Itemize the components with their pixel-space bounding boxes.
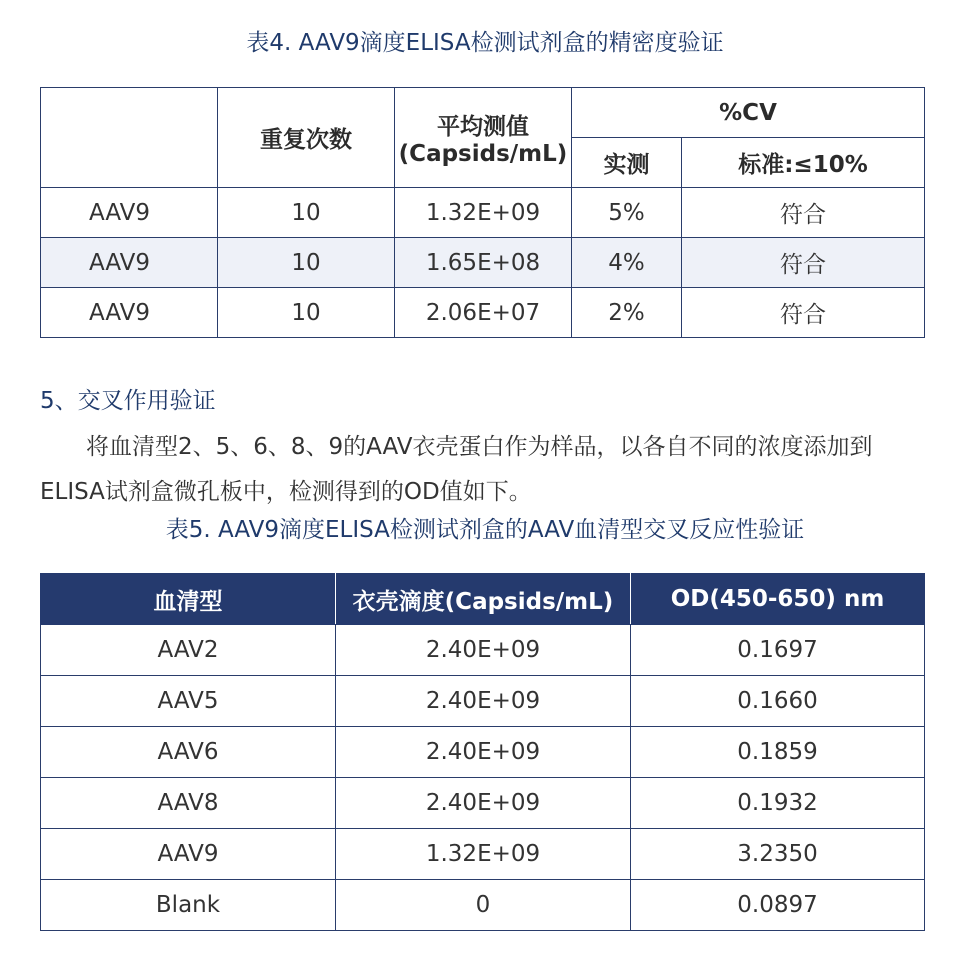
titer: 0: [336, 880, 631, 931]
od-value: 0.1932: [631, 778, 925, 829]
titer: 2.40E+09: [336, 778, 631, 829]
table-row: [41, 727, 925, 778]
mean-value: 1.32E+09: [395, 188, 572, 238]
od-value: 0.0897: [631, 880, 925, 931]
titer: 1.32E+09: [336, 829, 631, 880]
table-row: [41, 829, 925, 880]
header-cv-standard: 标准:≤10%: [682, 138, 925, 188]
table-row: [41, 188, 925, 238]
table5-caption: 表5. AAV9滴度ELISA检测试剂盒的AAV血清型交叉反应性验证: [165, 517, 805, 543]
sample-name: AAV9: [41, 238, 218, 288]
precision-header-row-1: [41, 88, 925, 138]
sample-name: AAV9: [41, 288, 218, 338]
cross-reactivity-table: [40, 573, 925, 931]
header-mean-line1: 平均测值: [437, 114, 529, 140]
cv-measured: 5%: [572, 188, 682, 238]
table-row: [41, 238, 925, 288]
serotype: Blank: [41, 880, 336, 931]
cv-result: 符合: [682, 238, 925, 288]
sample-name: AAV9: [41, 188, 218, 238]
mean-value: 1.65E+08: [395, 238, 572, 288]
header-mean-value: [395, 88, 572, 188]
titer: 2.40E+09: [336, 676, 631, 727]
header-blank: [41, 88, 218, 188]
serotype: AAV2: [41, 625, 336, 676]
titer: 2.40E+09: [336, 727, 631, 778]
repeat-count: 10: [218, 288, 395, 338]
header-mean-line2: (Capsids/mL): [398, 141, 568, 167]
serotype: AAV6: [41, 727, 336, 778]
serotype: AAV9: [41, 829, 336, 880]
titer: 2.40E+09: [336, 625, 631, 676]
table-row: [41, 778, 925, 829]
section-paragraph: 将血清型2、5、6、8、9的AAV衣壳蛋白作为样品，以各自不同的浓度添加到ELISA试剂盒微孔板中，检测得到的OD值如下。: [40, 434, 873, 505]
serotype: AAV5: [41, 676, 336, 727]
cross-header-row: [41, 574, 925, 625]
header-od: OD(450-650) nm: [631, 574, 925, 625]
precision-table: [40, 87, 925, 338]
table-row: [41, 676, 925, 727]
od-value: 0.1697: [631, 625, 925, 676]
od-value: 3.2350: [631, 829, 925, 880]
mean-value: 2.06E+07: [395, 288, 572, 338]
repeat-count: 10: [218, 188, 395, 238]
table-row: [41, 880, 925, 931]
table-row: [41, 625, 925, 676]
header-serotype: 血清型: [41, 574, 336, 625]
table4-caption: 表4. AAV9滴度ELISA检测试剂盒的精密度验证: [246, 30, 724, 56]
header-cv: %CV: [572, 88, 925, 138]
cv-result: 符合: [682, 288, 925, 338]
od-value: 0.1660: [631, 676, 925, 727]
cv-measured: 2%: [572, 288, 682, 338]
header-repeat-count: 重复次数: [218, 88, 395, 188]
repeat-count: 10: [218, 238, 395, 288]
header-titer: 衣壳滴度(Capsids/mL): [336, 574, 631, 625]
od-value: 0.1859: [631, 727, 925, 778]
section-title: 5、交叉作用验证: [40, 388, 216, 414]
cv-result: 符合: [682, 188, 925, 238]
table-row: [41, 288, 925, 338]
cv-measured: 4%: [572, 238, 682, 288]
serotype: AAV8: [41, 778, 336, 829]
header-cv-measured: 实测: [572, 138, 682, 188]
